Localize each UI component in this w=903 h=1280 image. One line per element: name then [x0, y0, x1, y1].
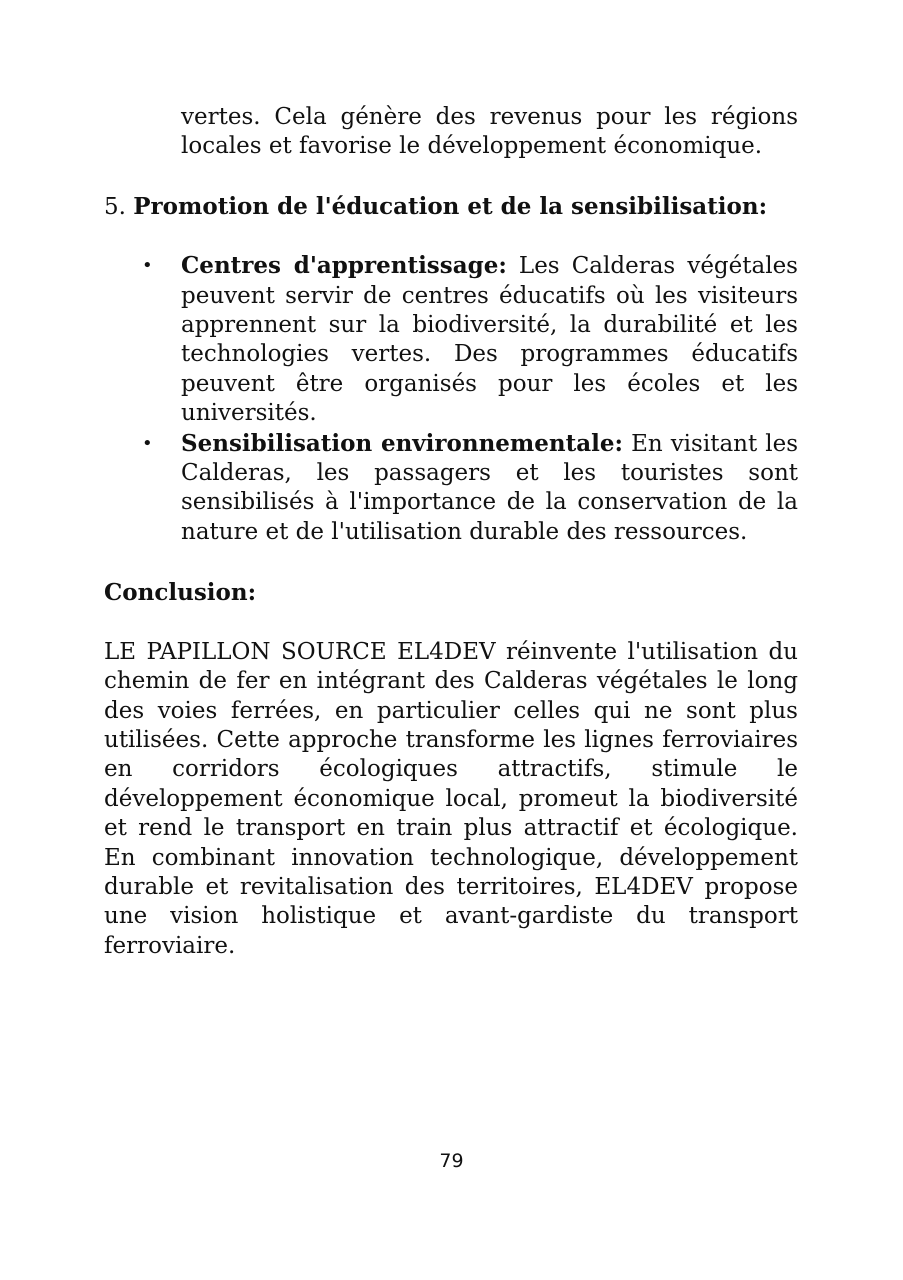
- bullet-term: Sensibilisation environnementale:: [181, 429, 624, 457]
- page-number: 79: [439, 1150, 464, 1172]
- bullet-text: En visitant les Calderas, les passagers et les touristes sont sensibilisés à l'importance de la conservation de la nature et de l'utilisation durable des ressources.: [181, 430, 799, 545]
- list-item: [104, 251, 798, 428]
- bullet-text: Les Calderas végétales peuvent servir de centres éducatifs où les visiteurs apprennent sur la biodiversité, la durabilité et les technologies vertes. Des programmes éducatifs peuvent être organisés pour les écoles et les universités.: [181, 253, 798, 427]
- conclusion-paragraph: LE PAPILLON SOURCE EL4DEV réinvente l'utilisation du chemin de fer en intégrant des Calderas végétales le long des voies ferrées, en particulier celles qui ne sont plus utilisées. Cette approche transforme les lignes ferroviaires en corridors écologiques attractifs, stimule le développement économique local, promeut la biodiversité et rend le transport en train plus attractif et écologique. En combinant innovation technologique, développement durable et revitalisation des territoires, EL4DEV propose une vision holistique et avant-gardiste du transport ferroviaire.: [104, 638, 798, 959]
- bullet-icon: •: [142, 255, 153, 277]
- section-heading: [104, 192, 798, 222]
- page-content: [104, 103, 798, 961]
- bullet-term: Centres d'apprentissage:: [181, 252, 507, 280]
- continuation-paragraph: vertes. Cela génère des revenus pour les régions locales et favorise le développement économique.: [181, 104, 798, 160]
- conclusion-heading: Conclusion:: [104, 579, 257, 607]
- bullet-icon: •: [142, 432, 153, 454]
- section-number: 5.: [104, 193, 126, 220]
- section-title: Promotion de l'éducation et de la sensibilisation:: [133, 192, 768, 220]
- bullet-list: [104, 251, 798, 547]
- list-item: [104, 429, 798, 548]
